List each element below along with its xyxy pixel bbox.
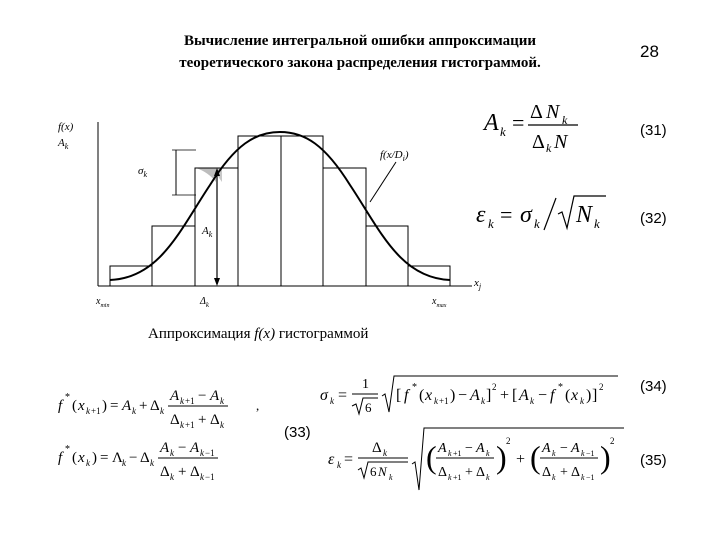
svg-text:k: k [337,460,341,470]
svg-text:+: + [516,451,526,468]
svg-text:6: 6 [365,400,372,415]
svg-text:A: A [542,441,551,456]
svg-text:f: f [550,387,555,404]
bar-4 [238,136,281,286]
svg-text:x: x [78,450,85,466]
svg-text:k: k [170,472,174,482]
svg-text:k: k [150,458,154,468]
y-label-fx: f(x) [58,121,74,133]
svg-text:−1: −1 [586,449,595,458]
svg-text:A: A [571,441,580,456]
svg-text:*: * [412,382,417,393]
svg-text:k: k [530,396,534,406]
svg-text:N: N [554,131,568,153]
svg-text:): ) [102,398,107,414]
svg-text:Δ: Δ [542,465,552,480]
svg-text:−1: −1 [205,472,215,482]
delta-label: $\Delta_k$ [200,296,209,309]
svg-text:k: k [389,473,393,482]
x-axis-label: $x_j$ [474,277,482,291]
xmin-label: $x_{min}$ [96,296,110,309]
histogram-figure [50,110,480,320]
svg-text:Δ: Δ [170,412,180,428]
svg-text:k: k [581,449,585,458]
svg-text:1: 1 [362,377,369,392]
svg-text:]: ] [592,387,598,404]
svg-text:k: k [448,473,452,482]
svg-text:(: ( [426,439,437,475]
svg-text:x: x [425,387,433,404]
formula-31 [480,92,590,154]
svg-text:k: k [500,124,506,139]
svg-text:k: k [581,473,585,482]
svg-text:+: + [178,464,187,480]
svg-text:Δ: Δ [571,465,581,480]
svg-text:k: k [534,216,540,231]
svg-text:(: ( [419,387,425,404]
svg-text:*: * [558,382,563,393]
svg-text:x: x [571,387,579,404]
svg-text:k: k [562,113,568,127]
svg-text:+: + [198,412,207,428]
svg-text:−: − [465,441,473,456]
svg-text:): ) [450,387,456,404]
svg-text:Δ: Δ [160,464,170,480]
svg-text:(: ( [565,387,571,404]
svg-text:σ: σ [520,202,532,228]
formula-34 [318,372,628,420]
svg-text:+1: +1 [439,396,449,406]
bar-7 [366,226,408,286]
svg-text:f: f [404,387,409,404]
svg-text:k: k [481,396,485,406]
svg-text:Δ: Δ [530,101,543,123]
svg-text:k: k [86,406,90,416]
svg-text:,: , [256,398,260,413]
svg-text:k: k [220,420,224,430]
y-label-ak: $A_k$ [58,137,69,151]
svg-text:−: − [560,441,568,456]
eq-number-35: (35) [640,452,667,469]
svg-text:Δ: Δ [210,412,220,428]
bar-2 [152,226,195,286]
svg-text:2: 2 [492,382,497,392]
ak-arrow-head-bottom [214,278,220,286]
svg-text:Δ: Δ [476,465,486,480]
svg-text:(: ( [530,439,541,475]
svg-text:k: k [580,396,584,406]
svg-text:N: N [576,202,593,228]
svg-text:+1: +1 [185,420,195,430]
svg-text:k: k [180,396,184,406]
caption-prefix: Аппроксимация [148,326,255,342]
curve-label-pointer [370,162,396,202]
svg-text:ε: ε [476,202,486,228]
svg-text:A: A [160,440,170,456]
figure-caption [148,326,368,343]
svg-text:−: − [129,450,138,466]
svg-text:σ: σ [320,387,328,404]
svg-text:f: f [58,450,63,466]
svg-text:k: k [86,458,90,468]
formula-35 [326,424,626,494]
svg-text:k: k [488,216,494,231]
svg-text:*: * [65,392,70,403]
svg-text:ε: ε [328,451,335,468]
svg-text:): ) [496,439,507,475]
svg-text:N: N [378,464,387,479]
bar-5 [281,136,323,286]
svg-text:+: + [465,465,473,480]
svg-text:A: A [122,398,132,414]
svg-text:Δ: Δ [532,131,545,153]
title-line-2: теоретического закона распределения гистограммой. [179,55,541,71]
svg-text:A: A [170,388,180,404]
svg-text:A: A [519,387,529,404]
svg-text:+1: +1 [453,473,462,482]
svg-text:2: 2 [506,436,511,446]
svg-text:): ) [600,439,611,475]
svg-text:=: = [500,202,513,227]
svg-text:k: k [486,473,490,482]
caption-suffix: гистограммой [275,326,369,342]
svg-text:(: ( [72,450,77,466]
ak-label: $A_k$ [202,225,213,239]
svg-text:+1: +1 [185,396,195,406]
svg-text:k: k [200,472,204,482]
svg-text:k: k [552,449,556,458]
svg-text:Δ: Δ [140,450,150,466]
svg-text:A: A [210,388,220,404]
curve-label: $f(x/D_i)$ [380,149,409,163]
eq-number-32: (32) [640,210,667,227]
svg-text:): ) [92,450,97,466]
svg-text:Δ: Δ [438,465,448,480]
svg-text:6: 6 [370,464,377,479]
svg-text:+1: +1 [91,406,101,416]
slide-title [100,30,620,74]
svg-text:=: = [110,398,119,414]
svg-text:+: + [560,465,568,480]
sigma-label: $\sigma_k$ [138,165,147,179]
svg-text:2: 2 [610,436,615,446]
svg-text:[: [ [512,387,518,404]
svg-text:A: A [484,110,499,136]
svg-text:+: + [139,398,148,414]
caption-fx: f(x) [254,326,276,342]
svg-text:Δ: Δ [372,440,382,456]
svg-text:=: = [100,450,109,466]
svg-text:k: k [180,420,184,430]
svg-text:Δ: Δ [150,398,160,414]
svg-text:=: = [512,110,525,135]
formula-32 [474,190,614,238]
eq-number-31: (31) [640,122,667,139]
svg-text:2: 2 [599,382,604,392]
svg-text:N: N [546,101,560,123]
svg-text:k: k [122,458,126,468]
svg-text:−: − [458,387,468,404]
svg-text:k: k [383,448,387,458]
formula-33a [56,384,270,434]
svg-text:A: A [476,441,485,456]
svg-text:A: A [438,441,447,456]
svg-text:x: x [78,398,85,414]
svg-text:A: A [190,440,200,456]
svg-text:f: f [58,398,63,414]
svg-text:k: k [434,396,438,406]
svg-text:k: k [546,141,552,155]
svg-text:): ) [586,387,592,404]
svg-text:Λ: Λ [112,450,123,466]
svg-text:k: k [220,396,224,406]
svg-text:+: + [500,387,510,404]
svg-text:−1: −1 [586,473,595,482]
svg-text:k: k [448,449,452,458]
svg-text:k: k [330,396,334,406]
svg-text:−: − [198,388,207,404]
bar-6 [323,168,366,286]
formula-33b [56,436,256,488]
eq-number-33: (33) [284,424,311,441]
svg-text:k: k [200,448,204,458]
svg-text:=: = [344,451,354,468]
svg-text:(: ( [72,398,77,414]
svg-text:*: * [65,444,70,455]
svg-text:k: k [486,449,490,458]
page-number: 28 [640,42,659,61]
svg-text:−: − [178,440,187,456]
svg-text:k: k [170,448,174,458]
svg-text:k: k [594,216,600,231]
eq-number-34: (34) [640,378,667,395]
xmax-label: $x_{max}$ [432,296,447,309]
svg-text:A: A [470,387,480,404]
svg-text:]: ] [486,387,492,404]
svg-text:k: k [552,473,556,482]
svg-text:+1: +1 [453,449,462,458]
svg-text:[: [ [396,387,402,404]
svg-text:=: = [338,387,348,404]
svg-text:k: k [132,406,136,416]
svg-text:−: − [538,387,548,404]
svg-text:k: k [160,406,164,416]
svg-text:Δ: Δ [190,464,200,480]
title-line-1: Вычисление интегральной ошибки аппроксимации [183,33,537,49]
svg-text:−1: −1 [205,448,215,458]
